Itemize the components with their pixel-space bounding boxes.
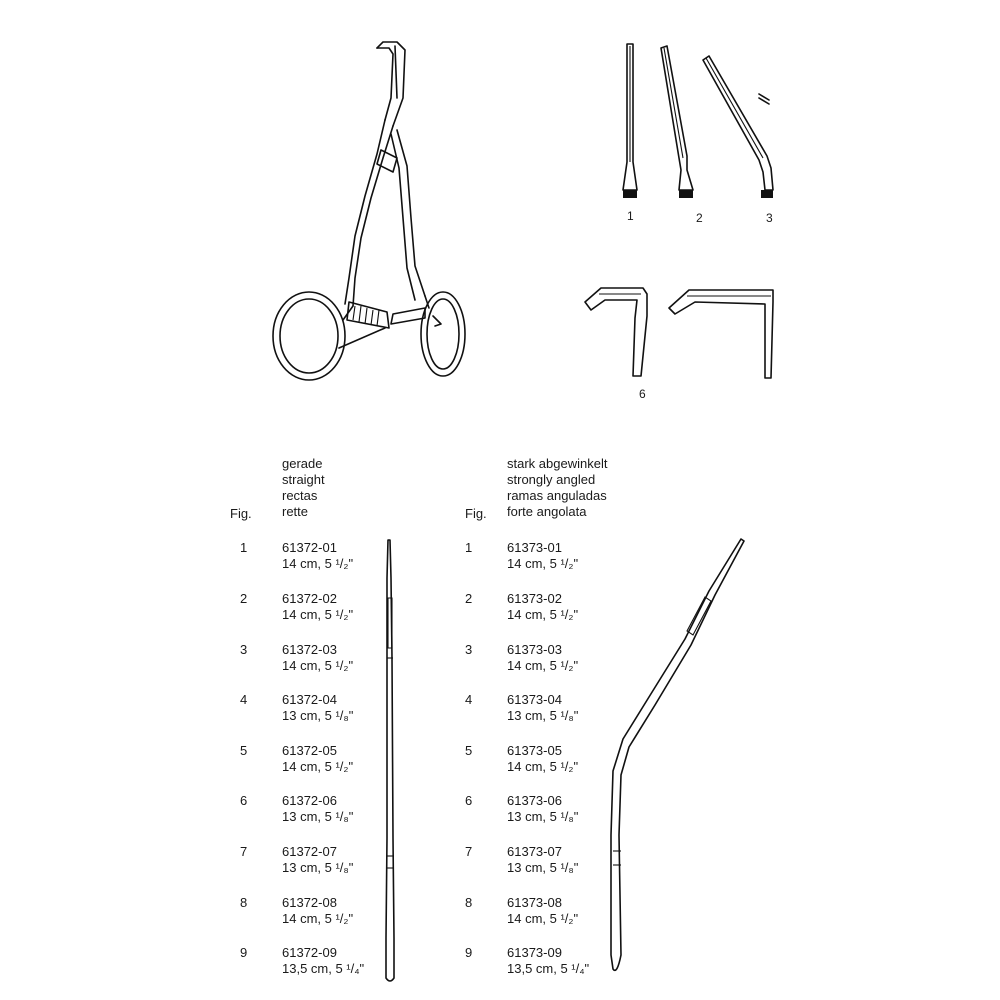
product-size: 14 cm, 5 ¹/₂" [282, 911, 354, 926]
product-size: 14 cm, 5 ¹/₂" [282, 607, 354, 622]
fig-number: 8 [240, 895, 248, 910]
angled-jaw-profile [595, 535, 755, 985]
angled-heading [507, 456, 607, 520]
fig-number: 6 [465, 793, 473, 808]
product-size: 14 cm, 5 ¹/₂" [507, 911, 579, 926]
product-entry [282, 591, 353, 623]
product-size: 13 cm, 5 ¹/₈" [507, 809, 579, 824]
product-entry [507, 642, 578, 674]
product-entry [282, 895, 353, 927]
product-size: 14 cm, 5 ¹/₂" [507, 759, 579, 774]
product-code: 61372-05 [282, 743, 337, 758]
product-size: 13,5 cm, 5 ¹/₄" [507, 961, 590, 976]
product-code: 61372-01 [282, 540, 337, 555]
product-size: 14 cm, 5 ¹/₂" [507, 607, 579, 622]
product-size: 14 cm, 5 ¹/₂" [282, 759, 354, 774]
product-entry [507, 895, 578, 927]
fig-number: 6 [240, 793, 248, 808]
product-size: 14 cm, 5 ¹/₂" [507, 556, 579, 571]
fig-number: 7 [465, 844, 473, 859]
tip-label-3: 3 [766, 211, 773, 225]
heading-de: stark abgewinkelt [507, 456, 608, 471]
product-size: 13,5 cm, 5 ¹/₄" [282, 961, 365, 976]
heading-es: ramas anguladas [507, 488, 607, 503]
fig-number: 7 [240, 844, 248, 859]
straight-jaw-profile [375, 538, 405, 988]
product-code: 61373-01 [507, 540, 562, 555]
product-code: 61373-02 [507, 591, 562, 606]
product-size: 14 cm, 5 ¹/₂" [282, 658, 354, 673]
product-code: 61373-07 [507, 844, 562, 859]
product-code: 61373-03 [507, 642, 562, 657]
product-code: 61373-06 [507, 793, 562, 808]
product-code: 61372-09 [282, 945, 337, 960]
product-entry [282, 793, 353, 825]
product-code: 61373-08 [507, 895, 562, 910]
fig-number: 5 [465, 743, 473, 758]
fig-number: 4 [240, 692, 248, 707]
product-code: 61372-04 [282, 692, 337, 707]
straight-heading [282, 456, 325, 520]
jaw-tip-variants-illustration [575, 38, 775, 398]
product-code: 61372-07 [282, 844, 337, 859]
product-code: 61372-06 [282, 793, 337, 808]
heading-es: rectas [282, 488, 318, 503]
fig-number: 2 [240, 591, 248, 606]
product-entry [507, 793, 578, 825]
product-entry [282, 743, 353, 775]
product-code: 61373-09 [507, 945, 562, 960]
fig-number: 8 [465, 895, 473, 910]
tip-label-1: 1 [627, 209, 634, 223]
product-entry [507, 540, 578, 572]
heading-it: forte angolata [507, 504, 587, 519]
product-entry [507, 692, 578, 724]
product-code: 61372-02 [282, 591, 337, 606]
product-entry [282, 844, 353, 876]
product-size: 13 cm, 5 ¹/₈" [282, 708, 354, 723]
product-size: 13 cm, 5 ¹/₈" [507, 860, 579, 875]
product-entry [282, 642, 353, 674]
fig-number: 4 [465, 692, 473, 707]
fig-number: 1 [240, 540, 248, 555]
product-entry [507, 743, 578, 775]
fig-number: 2 [465, 591, 473, 606]
heading-en: straight [282, 472, 325, 487]
tip-label-6: 6 [639, 387, 646, 401]
fig-number: 3 [465, 642, 473, 657]
product-size: 13 cm, 5 ¹/₈" [282, 860, 354, 875]
product-size: 14 cm, 5 ¹/₂" [282, 556, 354, 571]
fig-number: 9 [465, 945, 473, 960]
heading-en: strongly angled [507, 472, 596, 487]
product-code: 61372-08 [282, 895, 337, 910]
product-size: 14 cm, 5 ¹/₂" [507, 658, 579, 673]
product-size: 13 cm, 5 ¹/₈" [507, 708, 579, 723]
tip-label-2: 2 [696, 211, 703, 225]
product-size: 13 cm, 5 ¹/₈" [282, 809, 354, 824]
product-entry [507, 844, 578, 876]
fig-header-angled: Fig. [465, 506, 487, 521]
forceps-illustration [265, 38, 465, 398]
product-entry [282, 945, 364, 977]
product-entry [282, 540, 353, 572]
fig-number: 9 [240, 945, 248, 960]
product-code: 61373-04 [507, 692, 562, 707]
fig-number: 3 [240, 642, 248, 657]
product-entry [507, 591, 578, 623]
fig-number: 5 [240, 743, 248, 758]
heading-de: gerade [282, 456, 323, 471]
fig-number: 1 [465, 540, 473, 555]
heading-it: rette [282, 504, 309, 519]
product-code: 61372-03 [282, 642, 337, 657]
product-code: 61373-05 [507, 743, 562, 758]
product-entry [507, 945, 589, 977]
fig-header-straight: Fig. [230, 506, 252, 521]
product-entry [282, 692, 353, 724]
